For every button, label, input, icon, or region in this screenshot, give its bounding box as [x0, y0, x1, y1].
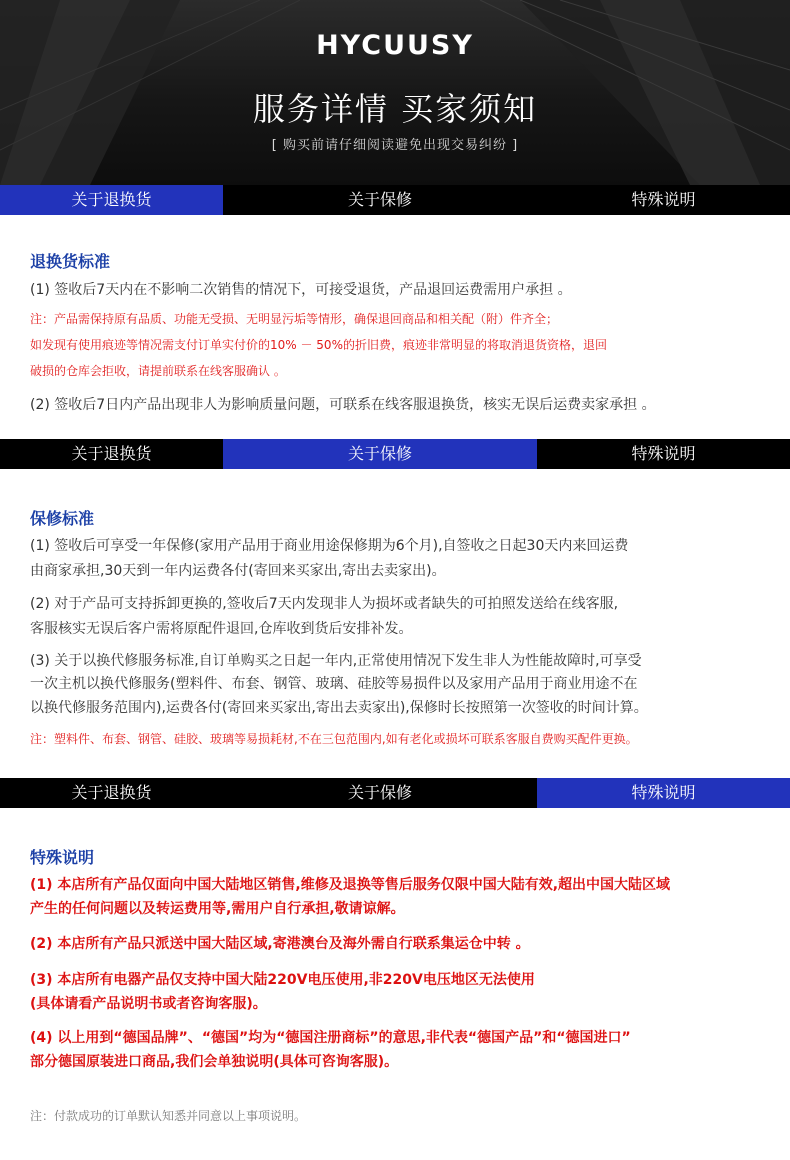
warranty-rule-1-line-1: (1) 签收后可享受一年保修(家用产品用于商业用途保修期为6个月),自签收之日起30天内来回运费 — [30, 538, 629, 554]
returns-section-title: 退换货标准 — [30, 252, 111, 271]
tab-returns[interactable]: 关于退换货 — [0, 185, 223, 215]
returns-note-line-3: 破损的仓库会拒收，请提前联系在线客服确认 。 — [30, 364, 286, 378]
warranty-rule-3-line-2: 一次主机以换代修服务(塑料件、布套、钢管、玻璃、硅胶等易损件以及家用产品用于商业用途不在 — [30, 676, 638, 692]
special-rule-4-line-1: (4) 以上用到“德国品牌”、“德国”均为“德国注册商标”的意思,非代表“德国产品”和“德国进口” — [30, 1030, 631, 1046]
tab-special[interactable]: 特殊说明 — [631, 190, 696, 209]
brand-logo-text: HYCUUSY — [316, 30, 474, 61]
tab-warranty[interactable]: 关于保修 — [223, 439, 537, 469]
tab-special[interactable]: 特殊说明 — [537, 778, 790, 808]
special-rule-2: (2) 本店所有产品只派送中国大陆区域,寄港澳台及海外需自行联系集运仓中转 。 — [30, 936, 530, 952]
warranty-rule-2-line-1: (2) 对于产品可支持拆卸更换的,签收后7天内发现非人为损坏或者缺失的可拍照发送给在线客服, — [30, 596, 619, 612]
header-banner — [0, 0, 790, 185]
tab-returns[interactable]: 关于退换货 — [71, 783, 152, 802]
returns-rule-1: (1) 签收后7天内在不影响二次销售的情况下，可接受退货，产品退回运费需用户承担 。 — [30, 282, 572, 298]
returns-note-line-1: 注：产品需保持原有品质、功能无受损、无明显污垢等情形，确保退回商品和相关配（附）件齐全； — [30, 312, 559, 326]
returns-rule-2: (2) 签收后7日内产品出现非人为影响质量问题，可联系在线客服退换货，核实无误后运费卖家承担 。 — [30, 397, 656, 413]
warranty-rule-1-line-2: 由商家承担,30天到一年内运费各付(寄回来买家出,寄出去卖家出)。 — [30, 563, 446, 579]
special-section-title: 特殊说明 — [30, 848, 95, 867]
tab-warranty[interactable]: 关于保修 — [347, 190, 412, 209]
tab-returns[interactable]: 关于退换货 — [71, 444, 152, 463]
warranty-section-title: 保修标准 — [30, 509, 95, 528]
special-rule-4-line-2: 部分德国原装进口商品,我们会单独说明(具体可咨询客服)。 — [30, 1054, 399, 1070]
page-title: 服务详情 买家须知 — [252, 90, 538, 128]
warranty-rule-3-line-1: (3) 关于以换代修服务标准,自订单购买之日起一年内,正常使用情况下发生非人为性能故障时,可享受 — [30, 653, 642, 669]
tab-warranty[interactable]: 关于保修 — [347, 783, 412, 802]
tab-special[interactable]: 特殊说明 — [631, 444, 696, 463]
warranty-note: 注：塑料件、布套、钢管、硅胶、玻璃等易损耗材,不在三包范围内,如有老化或损坏可联系客服自费购买配件更换。 — [30, 732, 638, 746]
returns-note-line-2: 如发现有使用痕迹等情况需支付订单实付价的10% － 50%的折旧费，痕迹非常明显的将取消退货资格，退回 — [30, 338, 607, 352]
tab-bar-returns — [0, 185, 790, 215]
special-rule-1-line-2: 产生的任何问题以及转运费用等,需用户自行承担,敬请谅解。 — [30, 901, 405, 917]
tab-bar-warranty — [0, 439, 790, 469]
special-rule-1-line-1: (1) 本店所有产品仅面向中国大陆地区销售,维修及退换等售后服务仅限中国大陆有效,超出中国大陆区域 — [30, 877, 671, 893]
special-rule-3-line-1: (3) 本店所有电器产品仅支持中国大陆220V电压使用,非220V电压地区无法使用 — [30, 972, 535, 988]
warranty-rule-3-line-3: 以换代修服务范围内),运费各付(寄回来买家出,寄出去卖家出),保修时长按照第一次签收的时间计算。 — [30, 700, 648, 716]
footer-note: 注：付款成功的订单默认知悉并同意以上事项说明。 — [30, 1109, 307, 1123]
special-rule-3-line-2: (具体请看产品说明书或者咨询客服)。 — [30, 996, 267, 1012]
page-subtitle: [ 购买前请仔细阅读避免出现交易纠纷 ] — [271, 138, 519, 153]
tab-bar-special — [0, 778, 790, 808]
warranty-rule-2-line-2: 客服核实无误后客户需将原配件退回,仓库收到货后安排补发。 — [30, 621, 413, 637]
